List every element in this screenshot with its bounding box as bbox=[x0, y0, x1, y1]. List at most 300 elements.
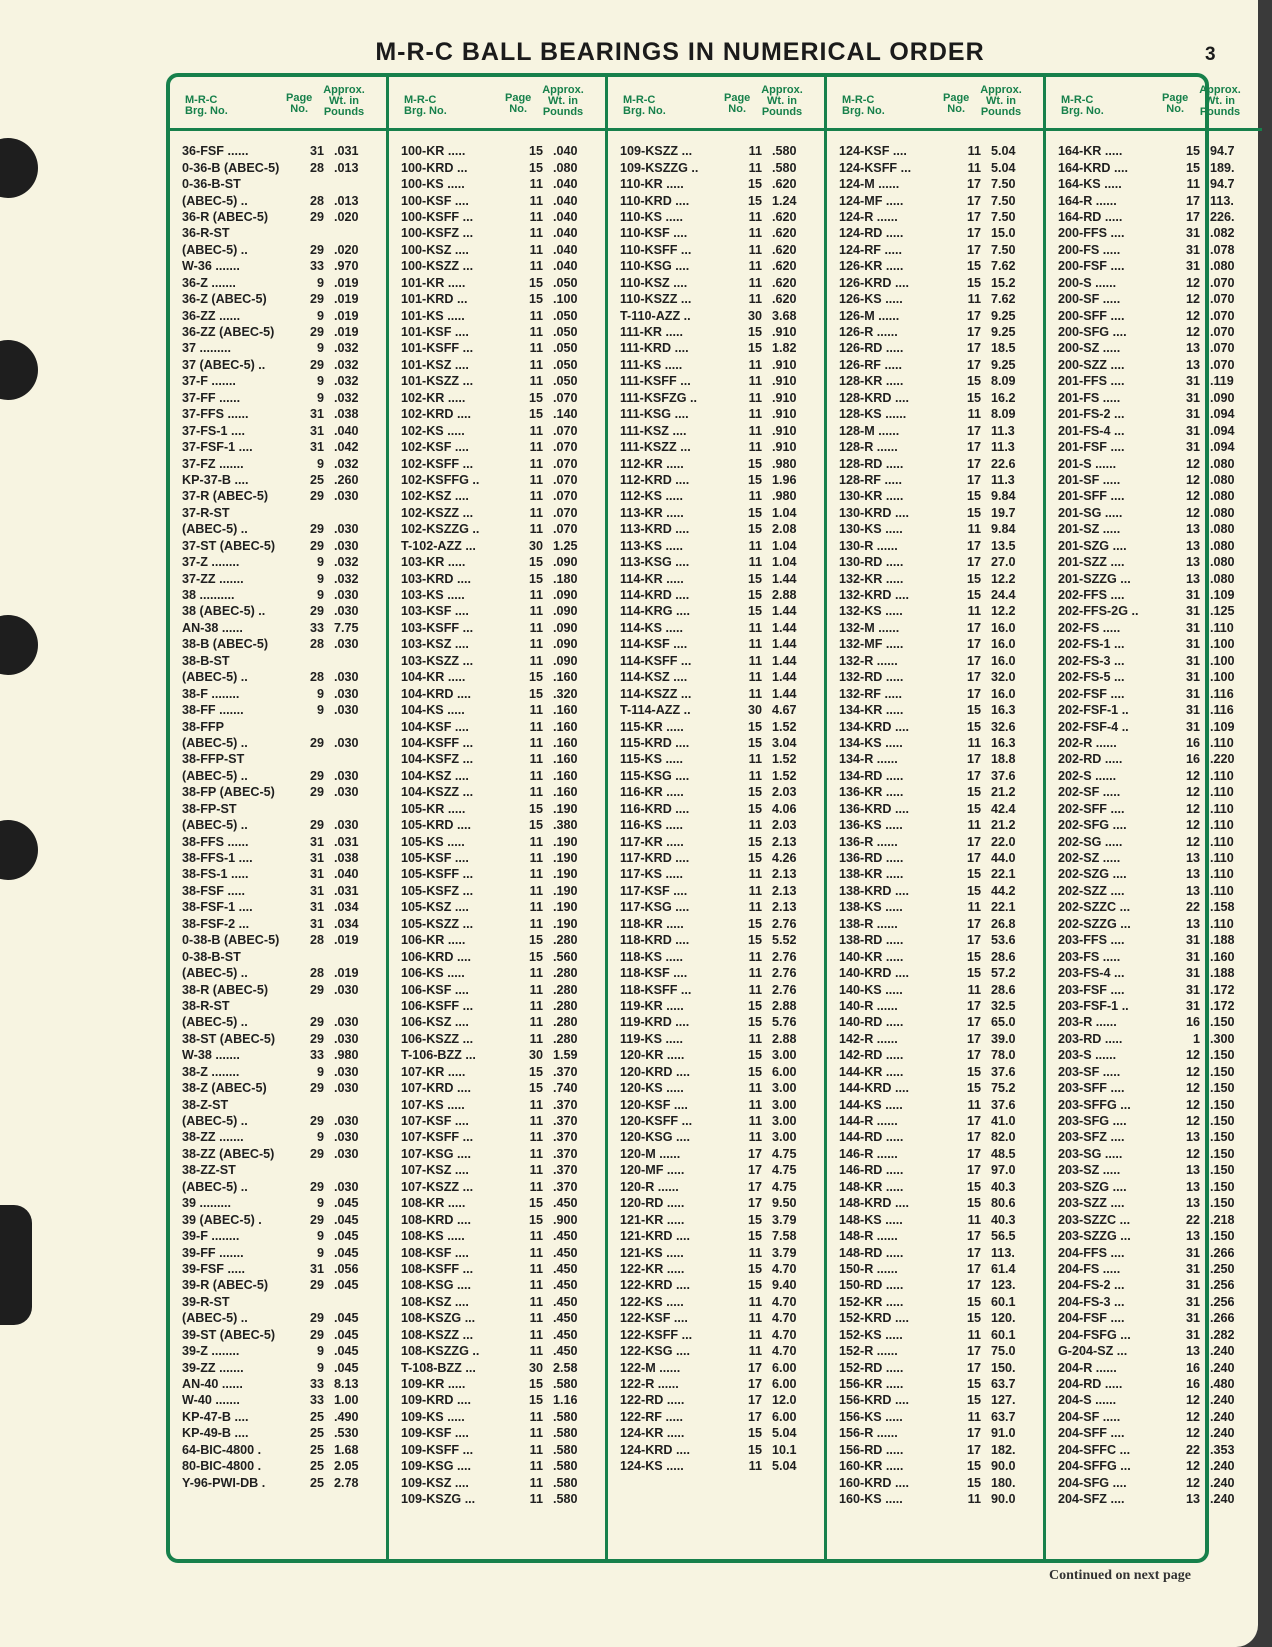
page-no: 33 bbox=[309, 1377, 324, 1392]
page-no: 12 bbox=[1185, 818, 1200, 833]
bearing-number: 104-KSFZ ... bbox=[401, 752, 474, 767]
bearing-table bbox=[166, 73, 1241, 1563]
table-row bbox=[1046, 1343, 1262, 1359]
page-no: 11 bbox=[748, 407, 762, 422]
table-row bbox=[827, 1442, 1043, 1458]
table-row bbox=[608, 1277, 824, 1293]
table-row bbox=[1046, 439, 1262, 455]
page-no: 11 bbox=[748, 637, 762, 652]
table-column bbox=[1046, 77, 1262, 1559]
page-no: 11 bbox=[529, 1442, 543, 1457]
bearing-number: 140-RD ..... bbox=[839, 1015, 904, 1030]
weight: 32.6 bbox=[991, 719, 1016, 734]
table-row bbox=[389, 1409, 605, 1425]
table-row bbox=[608, 554, 824, 570]
bearing-number: 126-KS ..... bbox=[839, 292, 903, 307]
table-row bbox=[608, 718, 824, 734]
table-row bbox=[170, 768, 386, 784]
page-no: 31 bbox=[1185, 1327, 1200, 1342]
weight: .110 bbox=[1210, 916, 1234, 931]
header-page-no: Page No. bbox=[724, 92, 751, 115]
page-no: 15 bbox=[966, 1081, 981, 1096]
page-no: 22 bbox=[1185, 1212, 1200, 1227]
weight: 1.04 bbox=[772, 505, 797, 520]
page-no: 17 bbox=[966, 341, 981, 356]
page-no: 15 bbox=[966, 1311, 981, 1326]
table-row bbox=[170, 817, 386, 833]
bearing-number: 110-KSFF ... bbox=[620, 242, 692, 257]
table-row bbox=[608, 883, 824, 899]
bearing-number: 204-FS-3 ... bbox=[1058, 1294, 1125, 1309]
table-column bbox=[170, 77, 389, 1559]
page-no: 22 bbox=[1185, 900, 1200, 915]
page-no: 11 bbox=[529, 456, 543, 471]
weight: .019 bbox=[334, 933, 359, 948]
weight: .100 bbox=[553, 292, 578, 307]
weight: .030 bbox=[334, 1081, 359, 1096]
page-no: 31 bbox=[1185, 703, 1200, 718]
page-no: 12 bbox=[1185, 1426, 1200, 1441]
bearing-number: 36-Z (ABEC-5) bbox=[182, 292, 267, 307]
bearing-number: 112-KRD .... bbox=[620, 472, 690, 487]
bearing-number: 204-RD ..... bbox=[1058, 1377, 1123, 1392]
table-row bbox=[827, 1458, 1043, 1474]
bearing-number: (ABEC-5) .. bbox=[182, 735, 248, 750]
weight: .032 bbox=[334, 390, 359, 405]
weight: .620 bbox=[772, 292, 797, 307]
bearing-number: 126-RF ..... bbox=[839, 357, 902, 372]
weight: 2.76 bbox=[772, 916, 797, 931]
page-no: 30 bbox=[747, 703, 762, 718]
bearing-number: T-108-BZZ ... bbox=[401, 1360, 476, 1375]
page-no: 12 bbox=[1185, 325, 1200, 340]
weight: 28.6 bbox=[991, 949, 1016, 964]
table-row bbox=[827, 1327, 1043, 1343]
bearing-number: 109-KSZZG .. bbox=[620, 160, 699, 175]
table-row bbox=[389, 751, 605, 767]
bearing-number: 124-RF ..... bbox=[839, 242, 902, 257]
table-row bbox=[170, 1392, 386, 1408]
bearing-number: 134-R ...... bbox=[839, 752, 898, 767]
page-no: 25 bbox=[309, 1426, 324, 1441]
weight: 2.05 bbox=[334, 1459, 359, 1474]
bearing-number: 119-KR ..... bbox=[620, 998, 684, 1013]
weight: .190 bbox=[553, 916, 578, 931]
table-row bbox=[170, 899, 386, 915]
page-no: 12 bbox=[1185, 1081, 1200, 1096]
weight: .256 bbox=[1210, 1294, 1235, 1309]
weight: .034 bbox=[334, 916, 359, 931]
page-no: 15 bbox=[747, 341, 762, 356]
table-row bbox=[1046, 1310, 1262, 1326]
bearing-number: 102-KSFFG .. bbox=[401, 472, 480, 487]
weight: 40.3 bbox=[991, 1212, 1016, 1227]
weight: .240 bbox=[1210, 1393, 1235, 1408]
table-row bbox=[1046, 505, 1262, 521]
table-row bbox=[608, 143, 824, 159]
table-row bbox=[1046, 1195, 1262, 1211]
page-no: 15 bbox=[747, 1278, 762, 1293]
bearing-number: 156-KS ..... bbox=[839, 1409, 903, 1424]
page-no: 9 bbox=[316, 686, 324, 701]
bearing-number: 105-KS ..... bbox=[401, 834, 465, 849]
table-row bbox=[1046, 1113, 1262, 1129]
bearing-number: 202-FS-5 ... bbox=[1058, 670, 1125, 685]
table-row bbox=[1046, 1179, 1262, 1195]
table-row bbox=[389, 291, 605, 307]
table-row bbox=[608, 159, 824, 175]
weight: .150 bbox=[1210, 1114, 1235, 1129]
bearing-number: 132-RF ..... bbox=[839, 686, 902, 701]
table-row bbox=[827, 242, 1043, 258]
table-row bbox=[170, 472, 386, 488]
bearing-number: 164-KR ..... bbox=[1058, 144, 1123, 159]
page-no: 29 bbox=[309, 1146, 324, 1161]
bearing-number: 132-RD ..... bbox=[839, 670, 904, 685]
weight: .110 bbox=[1210, 785, 1234, 800]
table-row bbox=[389, 209, 605, 225]
bearing-number: 38-ZZ-ST bbox=[182, 1163, 236, 1178]
page-no: 29 bbox=[309, 1311, 324, 1326]
table-row bbox=[608, 258, 824, 274]
bearing-number: 37-FFS ...... bbox=[182, 407, 249, 422]
page-no: 11 bbox=[748, 883, 762, 898]
page-no: 9 bbox=[316, 1360, 324, 1375]
bearing-number: 132-R ...... bbox=[839, 653, 898, 668]
bearing-number: 37 ......... bbox=[182, 341, 231, 356]
weight: .030 bbox=[334, 768, 359, 783]
table-row bbox=[827, 1080, 1043, 1096]
weight: 4.75 bbox=[772, 1179, 797, 1194]
weight: 12.2 bbox=[991, 571, 1016, 586]
bearing-number: 148-KS ..... bbox=[839, 1212, 903, 1227]
table-row bbox=[608, 275, 824, 291]
page-no: 11 bbox=[529, 374, 543, 389]
page-no: 28 bbox=[309, 670, 324, 685]
page-no: 11 bbox=[748, 670, 762, 685]
weight: .580 bbox=[553, 1492, 578, 1507]
weight: .019 bbox=[334, 966, 359, 981]
weight: .070 bbox=[1210, 341, 1235, 356]
bearing-number: 109-KSF .... bbox=[401, 1426, 469, 1441]
bearing-number: 122-KRD .... bbox=[620, 1278, 690, 1293]
bearing-number: 138-KR ..... bbox=[839, 867, 904, 882]
table-row bbox=[1046, 422, 1262, 438]
bearing-number: 164-R ...... bbox=[1058, 193, 1117, 208]
page-no: 17 bbox=[966, 620, 981, 635]
table-row bbox=[827, 883, 1043, 899]
table-row bbox=[608, 1031, 824, 1047]
weight: .020 bbox=[334, 242, 359, 257]
table-row bbox=[1046, 275, 1262, 291]
page-no: 11 bbox=[748, 818, 762, 833]
weight: .045 bbox=[334, 1311, 359, 1326]
weight: 13.5 bbox=[991, 538, 1016, 553]
table-row bbox=[1046, 1474, 1262, 1490]
weight: 5.04 bbox=[772, 1426, 797, 1441]
header-page-no: Page No. bbox=[505, 92, 532, 115]
weight: .150 bbox=[1210, 1229, 1235, 1244]
weight: 113. bbox=[991, 1245, 1015, 1260]
bearing-number: 204-FSF .... bbox=[1058, 1311, 1125, 1326]
weight: 4.06 bbox=[772, 801, 797, 816]
bearing-number: 128-KR ..... bbox=[839, 374, 904, 389]
bearing-number: 140-KS ..... bbox=[839, 982, 903, 997]
weight: .080 bbox=[1210, 489, 1235, 504]
weight: .070 bbox=[1210, 325, 1235, 340]
weight: 97.0 bbox=[991, 1163, 1016, 1178]
table-row bbox=[389, 1458, 605, 1474]
table-row bbox=[608, 1392, 824, 1408]
page-no: 11 bbox=[529, 1459, 543, 1474]
bearing-number: 200-SFF .... bbox=[1058, 308, 1125, 323]
bearing-number: 203-SF ..... bbox=[1058, 1064, 1121, 1079]
bearing-number: 126-KR ..... bbox=[839, 259, 904, 274]
page-no: 31 bbox=[1185, 719, 1200, 734]
table-row bbox=[170, 1113, 386, 1129]
page-no: 11 bbox=[967, 1097, 981, 1112]
table-row bbox=[827, 636, 1043, 652]
bearing-number: 160-KS ..... bbox=[839, 1492, 903, 1507]
page-no: 30 bbox=[528, 538, 543, 553]
table-row bbox=[827, 225, 1043, 241]
page-no: 15 bbox=[966, 785, 981, 800]
page-no: 11 bbox=[748, 390, 762, 405]
table-row bbox=[170, 1327, 386, 1343]
page-no: 11 bbox=[748, 1245, 762, 1260]
table-row bbox=[389, 1228, 605, 1244]
page-no: 16 bbox=[1185, 1377, 1200, 1392]
table-row bbox=[827, 538, 1043, 554]
page-no: 12 bbox=[1185, 308, 1200, 323]
table-row bbox=[827, 176, 1043, 192]
weight: .082 bbox=[1210, 226, 1235, 241]
weight: 1.16 bbox=[553, 1393, 578, 1408]
bearing-number: 113-KR ..... bbox=[620, 505, 684, 520]
bearing-number: 106-KSZZ ... bbox=[401, 1031, 474, 1046]
table-row bbox=[608, 521, 824, 537]
page-no: 15 bbox=[747, 1261, 762, 1276]
page-no: 17 bbox=[966, 686, 981, 701]
bearing-number: 38-R-ST bbox=[182, 998, 230, 1013]
bearing-number: 107-KS ..... bbox=[401, 1097, 465, 1112]
table-row bbox=[170, 538, 386, 554]
table-row bbox=[389, 1047, 605, 1063]
page-no: 17 bbox=[747, 1179, 762, 1194]
page-no: 31 bbox=[1185, 259, 1200, 274]
table-row bbox=[389, 1146, 605, 1162]
page-no: 11 bbox=[967, 1212, 981, 1227]
page-no: 11 bbox=[529, 1229, 543, 1244]
page-no: 15 bbox=[747, 588, 762, 603]
table-row bbox=[170, 242, 386, 258]
weight: .150 bbox=[1210, 1146, 1235, 1161]
table-column bbox=[608, 77, 827, 1559]
bearing-number: 103-KSZ .... bbox=[401, 637, 469, 652]
page-no: 15 bbox=[528, 1196, 543, 1211]
weight: 60.1 bbox=[991, 1327, 1016, 1342]
weight: 24.4 bbox=[991, 588, 1016, 603]
table-row bbox=[827, 406, 1043, 422]
weight: .125 bbox=[1210, 604, 1235, 619]
page-no: 31 bbox=[309, 1261, 324, 1276]
weight: 4.70 bbox=[772, 1294, 797, 1309]
table-row bbox=[170, 159, 386, 175]
page-no: 15 bbox=[966, 390, 981, 405]
page-no: 11 bbox=[529, 440, 543, 455]
weight: 27.0 bbox=[991, 555, 1016, 570]
table-row bbox=[170, 340, 386, 356]
table-row bbox=[608, 1343, 824, 1359]
table-row bbox=[608, 570, 824, 586]
table-row bbox=[389, 521, 605, 537]
weight: .090 bbox=[1210, 390, 1235, 405]
bearing-number: 109-KSZZ ... bbox=[620, 144, 693, 159]
table-row bbox=[389, 472, 605, 488]
weight: .530 bbox=[334, 1426, 359, 1441]
weight: .100 bbox=[1210, 637, 1235, 652]
weight: .078 bbox=[1210, 242, 1235, 257]
weight: .080 bbox=[1210, 472, 1235, 487]
weight: 60.1 bbox=[991, 1294, 1016, 1309]
table-column bbox=[827, 77, 1046, 1559]
page-no: 17 bbox=[966, 916, 981, 931]
bearing-number: AN-38 ...... bbox=[182, 620, 243, 635]
table-row bbox=[827, 669, 1043, 685]
weight: 9.84 bbox=[991, 489, 1016, 504]
page-no: 22 bbox=[1185, 1442, 1200, 1457]
page-no: 12 bbox=[1185, 489, 1200, 504]
weight: .280 bbox=[553, 1031, 578, 1046]
page-no: 15 bbox=[966, 1196, 981, 1211]
bearing-number: 102-KRD .... bbox=[401, 407, 471, 422]
bearing-number: 111-KSZZ ... bbox=[620, 440, 691, 455]
table-row bbox=[827, 1096, 1043, 1112]
bearing-number: 37-ST (ABEC-5) bbox=[182, 538, 276, 553]
weight: .045 bbox=[334, 1327, 359, 1342]
page-no: 33 bbox=[309, 1048, 324, 1063]
page-no: 31 bbox=[1185, 390, 1200, 405]
bearing-number: 204-FSFG ... bbox=[1058, 1327, 1131, 1342]
weight: 7.58 bbox=[772, 1229, 797, 1244]
bearing-number: 124-MF ..... bbox=[839, 193, 904, 208]
header-brg-no: M-R-C Brg. No. bbox=[404, 94, 447, 117]
page-no: 31 bbox=[1185, 407, 1200, 422]
bearing-number: 37-FZ ....... bbox=[182, 456, 244, 471]
table-row bbox=[1046, 472, 1262, 488]
page-no: 30 bbox=[528, 1048, 543, 1063]
page-no: 15 bbox=[528, 1212, 543, 1227]
page-no: 11 bbox=[1186, 177, 1200, 192]
bearing-number: 108-KSZG ... bbox=[401, 1311, 476, 1326]
page-no: 11 bbox=[529, 1261, 543, 1276]
bearing-number: 101-KSFF ... bbox=[401, 341, 474, 356]
weight: .110 bbox=[1210, 620, 1234, 635]
page-no: 9 bbox=[316, 1229, 324, 1244]
page-no: 11 bbox=[529, 522, 543, 537]
weight: .450 bbox=[553, 1245, 578, 1260]
page-no: 17 bbox=[966, 933, 981, 948]
header-weight: Approx. Wt. in Pounds bbox=[980, 84, 1022, 118]
bearing-number: 105-KRD .... bbox=[401, 818, 471, 833]
bearing-number: 108-KRD .... bbox=[401, 1212, 471, 1227]
bearing-number: 164-KRD .... bbox=[1058, 160, 1128, 175]
bearing-number: 117-KS ..... bbox=[620, 867, 683, 882]
bearing-number: 204-FFS .... bbox=[1058, 1245, 1125, 1260]
bearing-number: 111-KS ..... bbox=[620, 357, 683, 372]
table-row bbox=[389, 587, 605, 603]
weight: .070 bbox=[553, 505, 578, 520]
table-row bbox=[389, 1425, 605, 1441]
bearing-number: 203-SZ ..... bbox=[1058, 1163, 1121, 1178]
page-no: 17 bbox=[747, 1360, 762, 1375]
page-no: 11 bbox=[967, 982, 981, 997]
table-row bbox=[608, 965, 824, 981]
page-no: 11 bbox=[529, 1114, 543, 1129]
weight: .150 bbox=[1210, 1179, 1235, 1194]
bearing-number: 39-R (ABEC-5) bbox=[182, 1278, 269, 1293]
table-row bbox=[1046, 817, 1262, 833]
table-row bbox=[389, 981, 605, 997]
weight: .109 bbox=[1210, 719, 1235, 734]
header-brg-no: M-R-C Brg. No. bbox=[842, 94, 885, 117]
bearing-number: 140-R ...... bbox=[839, 998, 898, 1013]
page-no: 31 bbox=[309, 423, 324, 438]
weight: 18.5 bbox=[991, 341, 1016, 356]
weight: .040 bbox=[334, 867, 359, 882]
page-no: 15 bbox=[966, 1459, 981, 1474]
weight: 2.13 bbox=[772, 883, 797, 898]
table-row bbox=[827, 948, 1043, 964]
table-row bbox=[1046, 1047, 1262, 1063]
weight: .031 bbox=[334, 834, 359, 849]
table-row bbox=[608, 488, 824, 504]
weight: 5.04 bbox=[772, 1459, 797, 1474]
table-row bbox=[827, 998, 1043, 1014]
bearing-number: 104-KSZ .... bbox=[401, 768, 469, 783]
table-row bbox=[608, 1162, 824, 1178]
bearing-number: 120-MF ..... bbox=[620, 1163, 685, 1178]
table-row bbox=[389, 1179, 605, 1195]
bearing-number: 202-R ...... bbox=[1058, 735, 1117, 750]
bearing-number: 204-SFZ .... bbox=[1058, 1492, 1125, 1507]
page-no: 11 bbox=[748, 357, 762, 372]
table-row bbox=[170, 1047, 386, 1063]
weight: 1.44 bbox=[772, 620, 797, 635]
page-no: 31 bbox=[1185, 1311, 1200, 1326]
page-no: 15 bbox=[966, 949, 981, 964]
header-page-no: Page No. bbox=[1162, 92, 1189, 115]
page-no: 11 bbox=[748, 900, 762, 915]
page-no: 11 bbox=[748, 1327, 762, 1342]
weight: .119 bbox=[1210, 374, 1234, 389]
bearing-number: 203-FS ..... bbox=[1058, 949, 1121, 964]
table-row bbox=[827, 1031, 1043, 1047]
weight: .100 bbox=[1210, 653, 1235, 668]
page-no: 9 bbox=[316, 341, 324, 356]
bearing-number: 144-RD ..... bbox=[839, 1130, 904, 1145]
page-no: 15 bbox=[966, 1393, 981, 1408]
weight: .190 bbox=[553, 900, 578, 915]
bearing-number: 111-KSFZG .. bbox=[620, 390, 697, 405]
page-no: 17 bbox=[966, 1360, 981, 1375]
weight: .980 bbox=[772, 456, 797, 471]
page-no: 31 bbox=[1185, 588, 1200, 603]
weight: 11.3 bbox=[991, 423, 1015, 438]
bearing-number: 130-RD ..... bbox=[839, 555, 904, 570]
weight: 44.0 bbox=[991, 851, 1016, 866]
weight: .019 bbox=[334, 308, 359, 323]
